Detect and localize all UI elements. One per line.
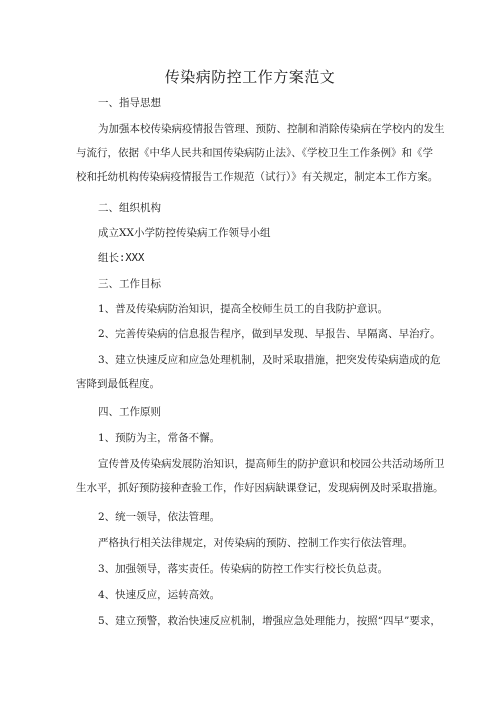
document-title: 传染病防控工作方案范文 [164, 68, 336, 86]
principle-item-1: 1、预防为主，常备不懈。 [98, 432, 221, 444]
paragraph-line: 校和托幼机构传染病疫情报告工作规范（试行）》有关规定，制定本工作方案。 [76, 171, 439, 183]
paragraph-line: 害降到最低程度。 [76, 378, 160, 390]
principle-item-2: 2、统一领导，依法管理。 [98, 511, 221, 523]
section-heading-guiding-ideology: 一、指导思想 [98, 97, 161, 109]
paragraph-line: 宣传普及传染病发展防治知识，提高师生的防护意识和校园公共活动场所卫 [98, 458, 445, 470]
paragraph-line: 3、建立快速反应和应急处理机制，及时采取措施，把突发传染病造成的危 [98, 354, 441, 366]
paragraph-guiding-ideology [76, 117, 445, 189]
principle-item-3: 3、加强领导，落实责任。传染病的防控工作实行校长负总责。 [98, 563, 389, 575]
principle-paragraph-1 [76, 452, 445, 500]
goal-item-3 [76, 348, 441, 396]
section-heading-organization: 二、组织机构 [98, 202, 161, 214]
paragraph-line: 生水平，抓好预防接种查验工作，作好因病缺课登记，发现病例及时采取措施。 [76, 482, 444, 494]
principle-item-5: 5、建立预警，救治快速反应机制，增强应急处理能力，按照“四早”要求， [98, 615, 441, 627]
principle-item-4: 4、快速反应，运转高效。 [98, 589, 221, 601]
paragraph-line: 为加强本校传染病疫情报告管理、预防、控制和消除传染病在学校内的发生 [98, 123, 445, 135]
paragraph-line: 与流行，依据《中华人民共和国传染病防止法》、《学校卫生工作条例》和《学 [76, 147, 433, 159]
organization-line-leader: 组长:XXX [98, 252, 145, 264]
goal-item-1: 1、普及传染病防治知识，提高全校师生员工的自我防护意识。 [98, 303, 389, 315]
principle-paragraph-2: 严格执行相关法律规定，对传染病的预防、控制工作实行依法管理。 [98, 537, 413, 549]
section-heading-goals: 三、工作目标 [98, 278, 161, 290]
section-heading-principles: 四、工作原则 [98, 406, 161, 418]
goal-item-2: 2、完善传染病的信息报告程序，做到早发现、早报告、早隔离、早治疗。 [98, 328, 441, 340]
organization-line-group: 成立XX小学防控传染病工作领导小组 [98, 227, 271, 239]
